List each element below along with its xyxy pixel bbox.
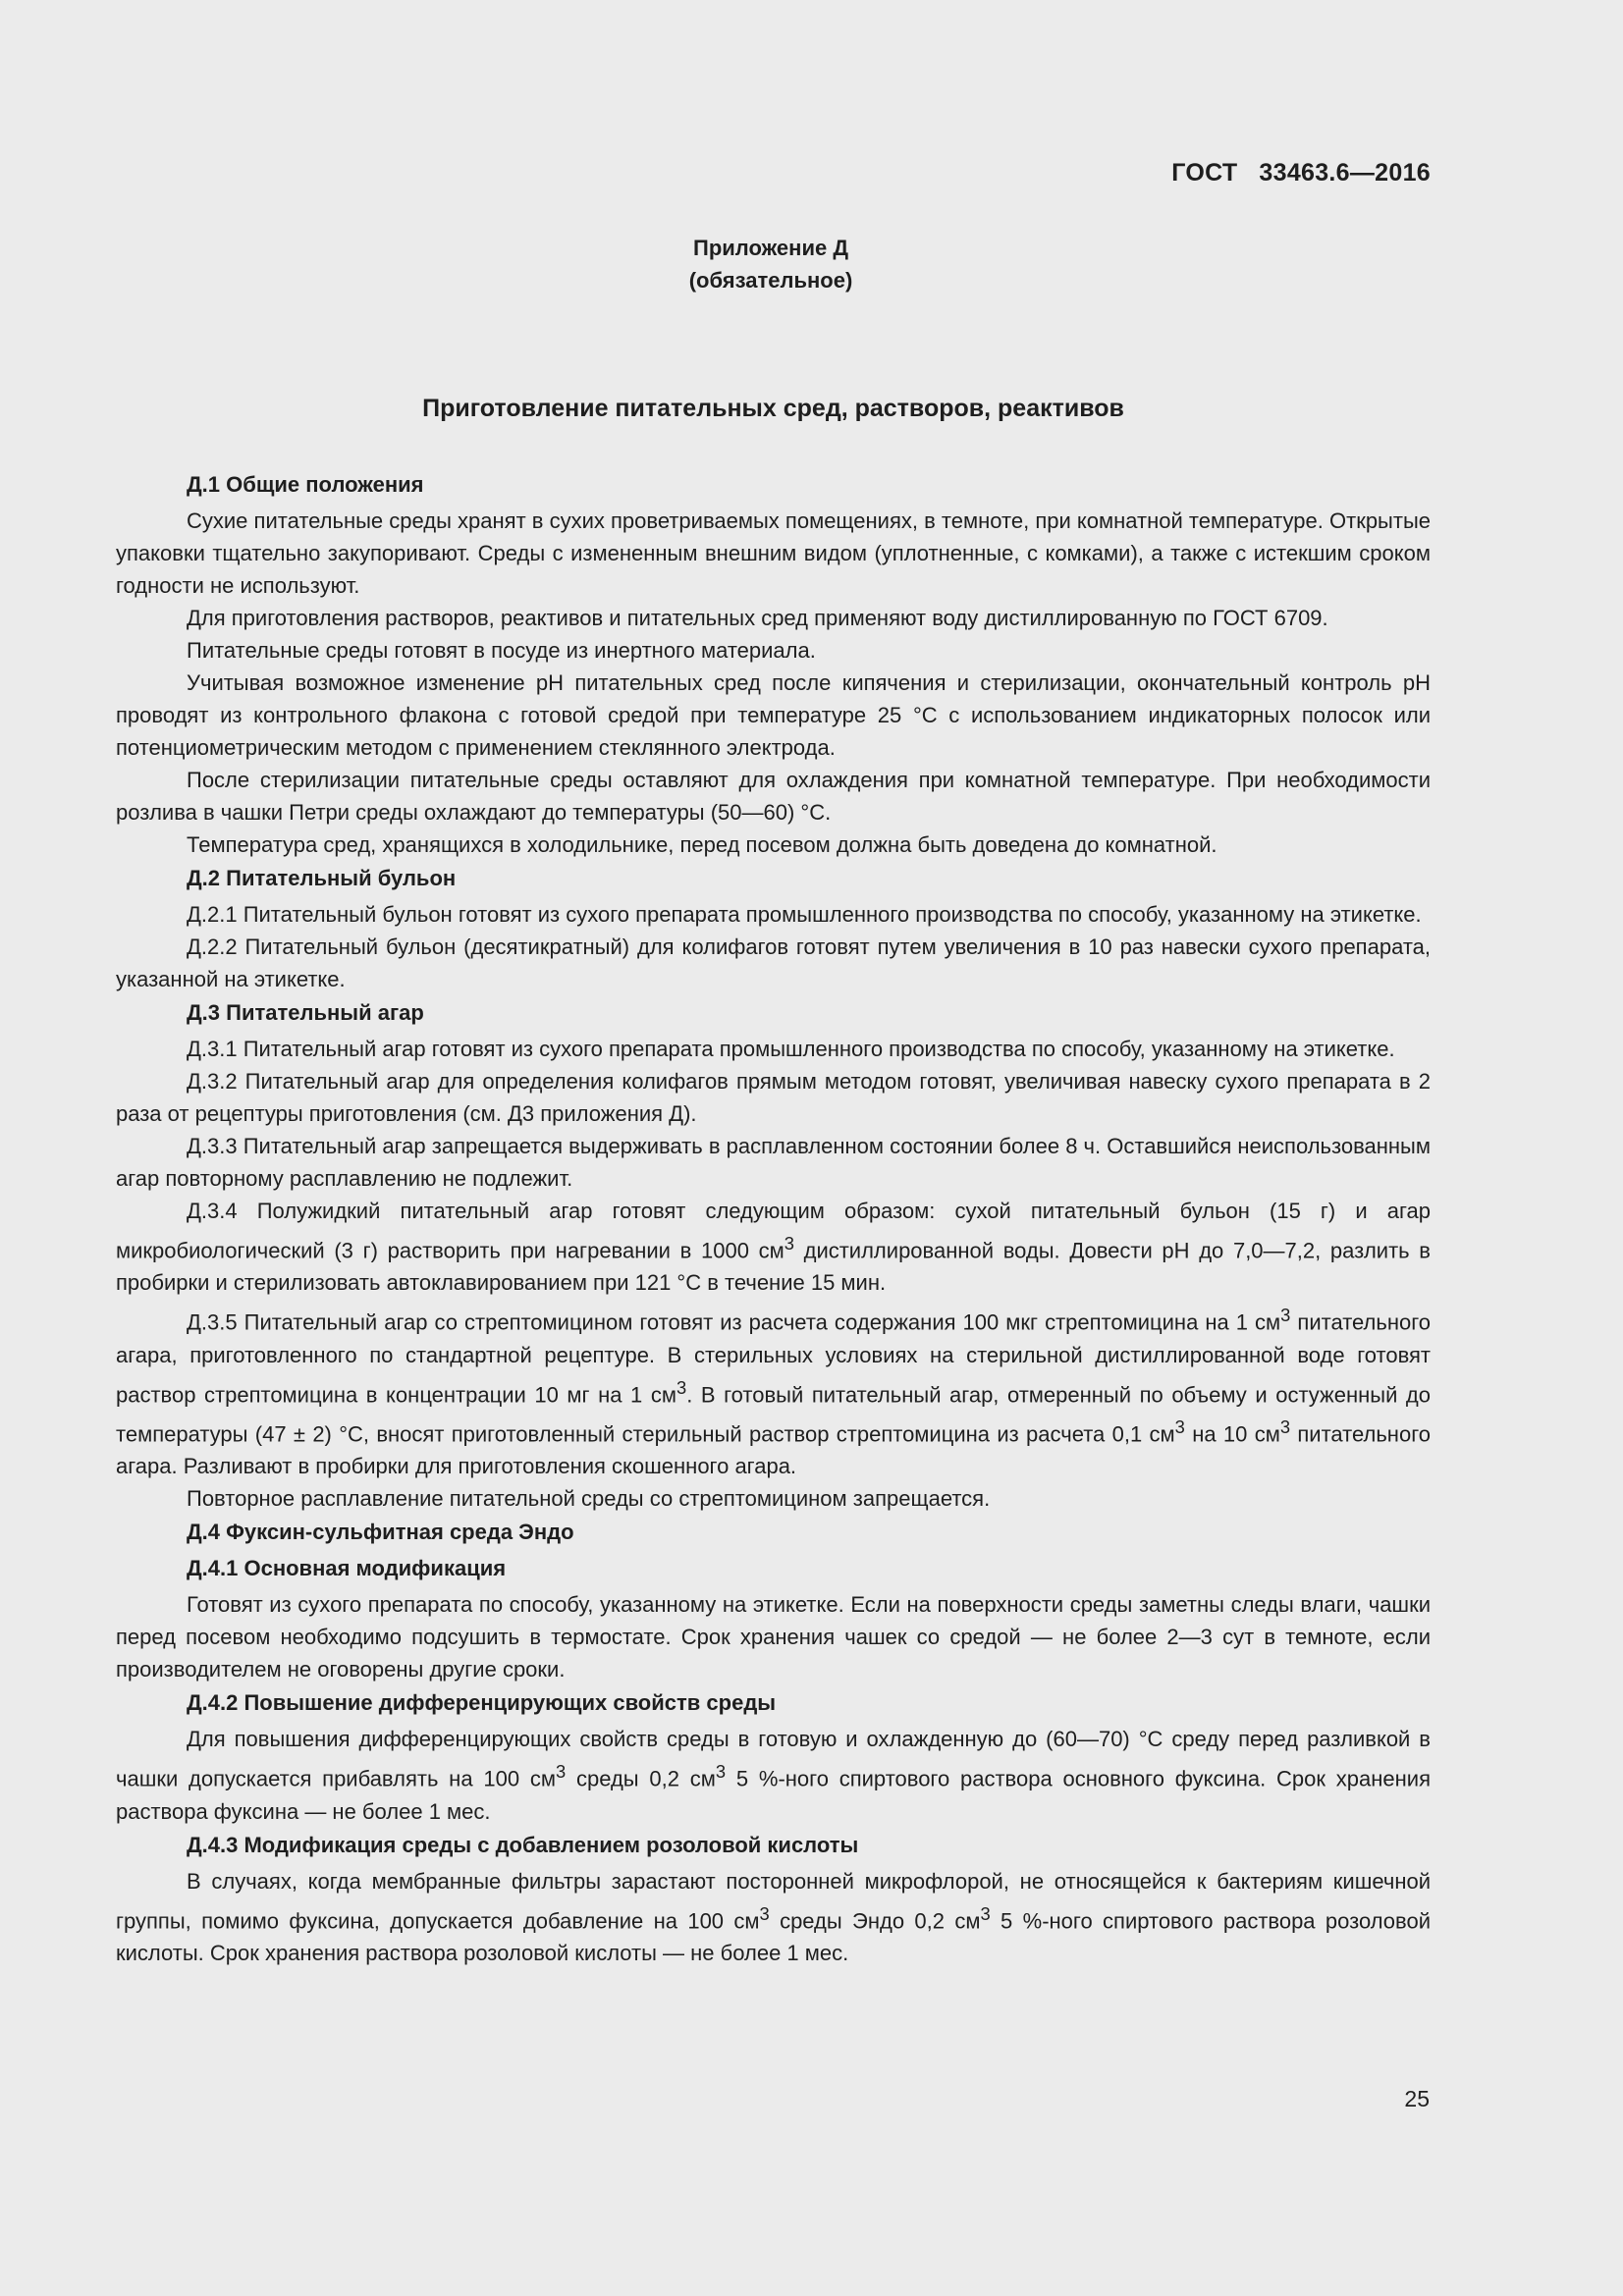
- paragraph: После стерилизации питательные среды оставляют для охлаждения при комнатной температуре. При необходимости розлива в чашки Петри среды охлаждают до температуры (50—60) °С.: [116, 768, 1431, 825]
- document-title: Приготовление питательных сред, растворов, реактивов: [422, 395, 1124, 422]
- annex-heading: [0, 232, 1542, 296]
- annex-title: Приложение Д: [693, 236, 848, 260]
- text-run: . В готовый питательный агар, отмеренный по объему и остуженный до температуры (47 ± 2) °С, вносят приготовленный стерильный раствор стрептомицина из расчета 0,1 см: [116, 1381, 1431, 1447]
- gost-header: [1171, 159, 1431, 187]
- text-run: Для повышения дифференцирующих свойств среды в готовую и охлажденную до (60—70) °С среду перед разливкой в чашки допускается прибавлять на 100 см: [116, 1727, 1431, 1791]
- text-run: дистиллированной воды. Довести pH до 7,0—7,2, разлить в пробирки и стерилизовать автоклавированием при 121 °С в течение 15 мин.: [116, 1238, 1431, 1296]
- text-run: Д.3.4 Полужидкий питательный агар готовят следующим образом: сухой питательный бульон (15 г) и агар микробиологический (3 г) растворить при нагревании в 1000 см: [116, 1199, 1431, 1263]
- superscript: 3: [1279, 1415, 1291, 1437]
- paragraph: Готовят из сухого препарата по способу, указанному на этикетке. Если на поверхности среды заметны следы влаги, чашки перед посевом необходимо подсушить в термостате. Срок хранения чашек со средой — не более 2—3 сут в темноте, если производителем не оговорены другие сроки.: [116, 1592, 1431, 1682]
- text-run: питательного агара, приготовленного по стандартной рецептуре. В стерильных условиях на стерильной дистиллированной воде готовят раствор стрептомицина в концентрации 10 мг на 1 см: [116, 1309, 1431, 1407]
- gost-label: ГОСТ: [1171, 159, 1238, 187]
- paragraph: Питательные среды готовят в посуде из инертного материала.: [187, 638, 816, 663]
- superscript: 3: [676, 1376, 687, 1398]
- paragraph: [116, 1723, 1431, 1827]
- paragraph: Для приготовления растворов, реактивов и питательных сред применяют воду дистиллированную по ГОСТ 6709.: [187, 606, 1328, 630]
- section-heading-d4: Д.4 Фуксин-сульфитная среда Эндо: [187, 1520, 574, 1545]
- paragraph: Д.3.3 Питательный агар запрещается выдерживать в расплавленном состоянии более 8 ч. Оставшийся неиспользованным агар повторному расплавлению не подлежит.: [116, 1134, 1431, 1191]
- paragraph: Д.2.1 Питательный бульон готовят из сухого препарата промышленного производства по способу, указанному на этикетке.: [187, 902, 1422, 927]
- text-run: В случаях, когда мембранные фильтры зарастают посторонней микрофлорой, не относящейся к бактериям кишечной группы, помимо фуксина, допускается добавление на 100 см: [116, 1868, 1431, 1933]
- text-run: среды Эндо 0,2 см: [769, 1907, 981, 1933]
- paragraph: Температура сред, хранящихся в холодильнике, перед посевом должна быть доведена до комнатной.: [187, 832, 1217, 857]
- paragraph: Д.2.2 Питательный бульон (десятикратный) для колифагов готовят путем увеличения в 10 раз навески сухого препарата, указанной на этикетке.: [116, 934, 1431, 991]
- paragraph: [116, 1865, 1431, 1969]
- text-run: 5 %-ного спиртового раствора розоловой кислоты. Срок хранения раствора розоловой кислоты — не более 1 мес.: [116, 1907, 1431, 1965]
- document-body: [116, 467, 1431, 1969]
- page-number: 25: [1404, 2086, 1430, 2111]
- paragraph: Д.3.2 Питательный агар для определения колифагов прямым методом готовят, увеличивая навеску сухого препарата в 2 раза от рецептуры приготовления (см. Д3 приложения Д).: [116, 1069, 1431, 1126]
- text-run: питательного агара. Разливают в пробирки для приготовления скошенного агара.: [116, 1421, 1431, 1479]
- superscript: 3: [555, 1761, 567, 1783]
- text-run: на 10 см: [1184, 1421, 1280, 1447]
- text-run: Д.3.5 Питательный агар со стрептомицином готовят из расчета содержания 100 мкг стрептомицина на 1 см: [187, 1309, 1281, 1335]
- superscript: 3: [784, 1233, 794, 1254]
- subsection-heading-d4-2: Д.4.2 Повышение дифференцирующих свойств среды: [187, 1690, 777, 1716]
- superscript: 3: [980, 1902, 991, 1924]
- subsection-heading-d4-1: Д.4.1 Основная модификация: [187, 1556, 507, 1581]
- subsection-heading-d4-3: Д.4.3 Модификация среды с добавлением розоловой кислоты: [187, 1832, 859, 1857]
- paragraph: Сухие питательные среды хранят в сухих проветриваемых помещениях, в темноте, при комнатной температуре. Открытые упаковки тщательно закупоривают. Среды с измененным внешним видом (уплотненные, с комками), а также с истекшим сроком годности не используют.: [116, 508, 1431, 598]
- superscript: 3: [1174, 1415, 1185, 1437]
- text-run: 5 %-ного спиртового раствора основного фуксина. Срок хранения раствора фуксина — не более 1 мес.: [116, 1766, 1431, 1824]
- superscript: 3: [1280, 1305, 1291, 1326]
- paragraph: [116, 1299, 1431, 1482]
- paragraph: Повторное расплавление питательной среды со стрептомицином запрещается.: [187, 1486, 991, 1512]
- section-heading-d2: Д.2 Питательный бульон: [187, 866, 457, 890]
- superscript: 3: [759, 1902, 770, 1924]
- paragraph: [116, 1195, 1431, 1299]
- annex-status: (обязательное): [688, 268, 853, 293]
- superscript: 3: [715, 1761, 727, 1783]
- section-heading-d3: Д.3 Питательный агар: [187, 1000, 424, 1025]
- paragraph: Учитывая возможное изменение pH питательных сред после кипячения и стерилизации, окончательный контроль pH проводят из контрольного флакона с готовой средой при температуре 25 °С с использованием индикаторных полосок или потенциометрическим методом с применением стеклянного электрода.: [116, 670, 1431, 760]
- paragraph: Д.3.1 Питательный агар готовят из сухого препарата промышленного производства по способу, указанному на этикетке.: [187, 1037, 1395, 1061]
- text-run: среды 0,2 см: [566, 1766, 716, 1791]
- section-heading-d1: Д.1 Общие положения: [187, 472, 424, 497]
- gost-number: 33463.6—2016: [1259, 159, 1431, 187]
